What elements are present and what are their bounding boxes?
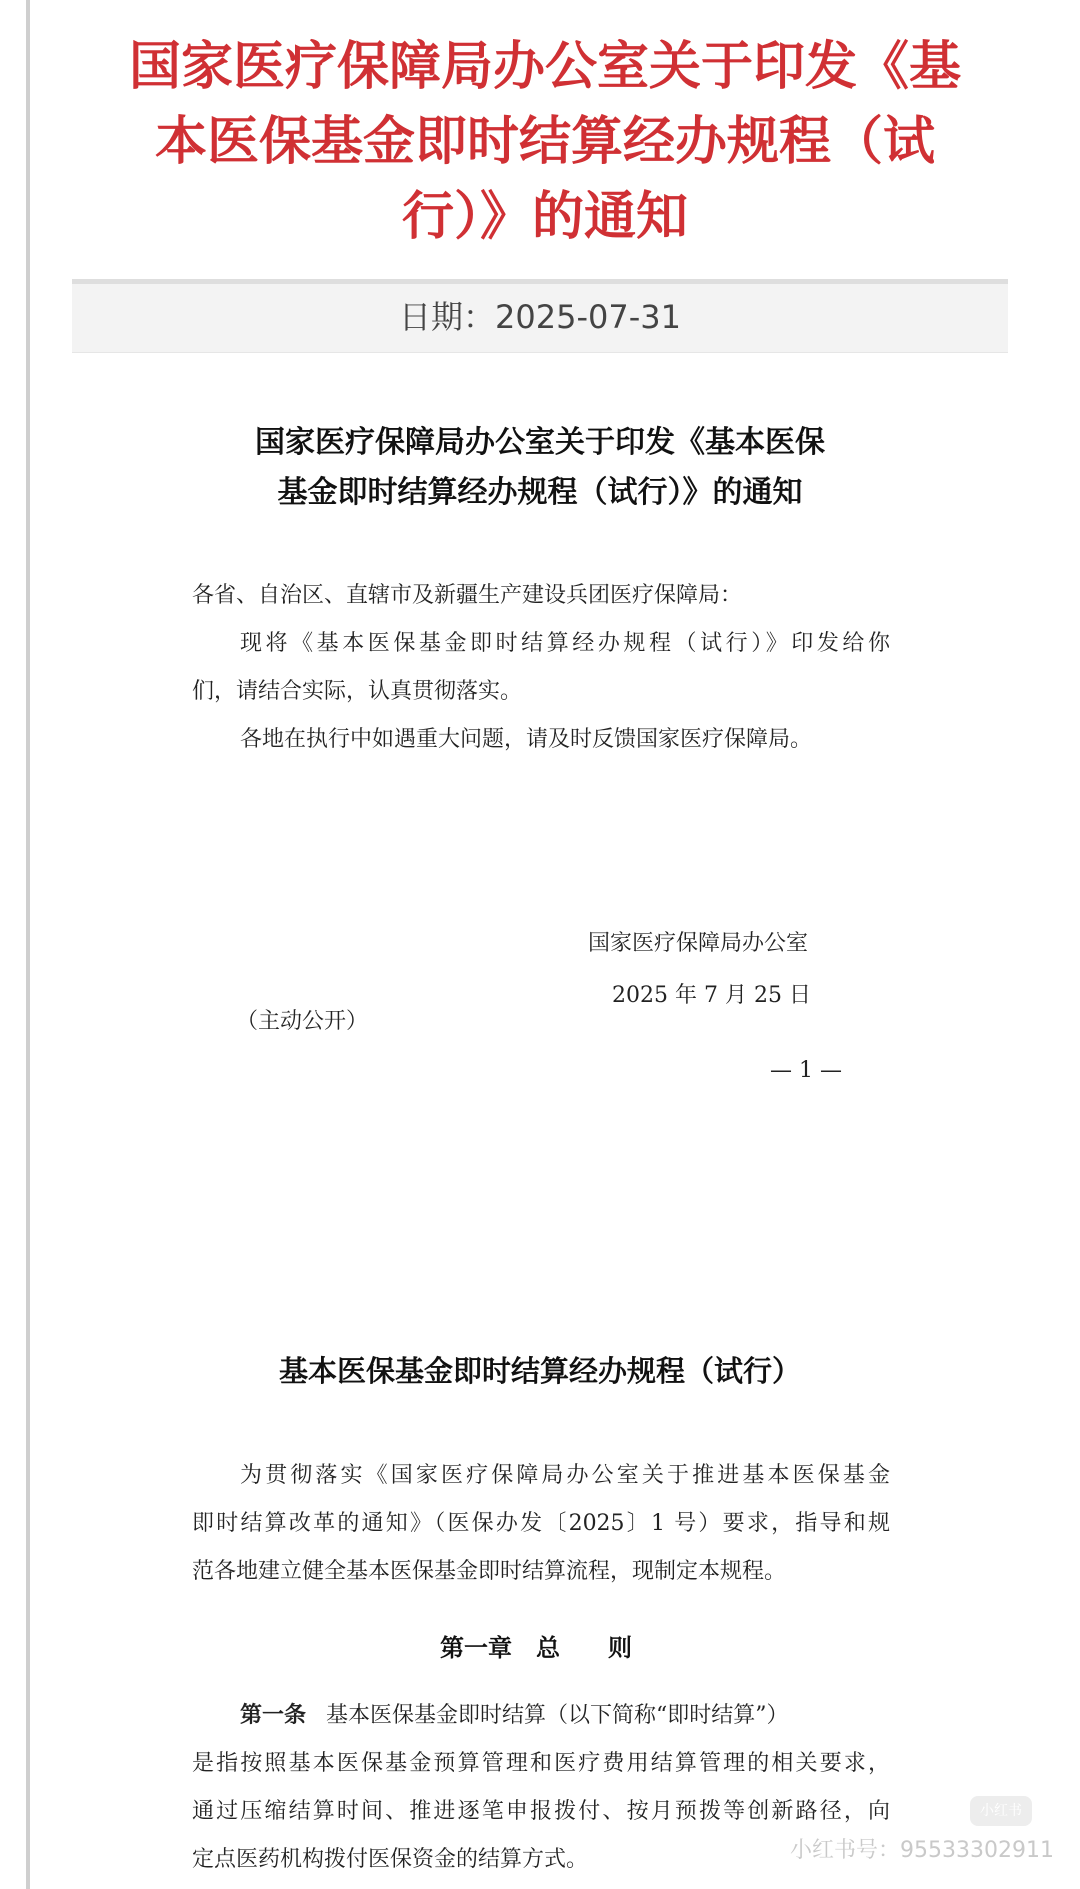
article-1-line-3 — [192, 1794, 890, 1825]
issue-date: 2025 年 7 月 25 日 — [612, 983, 811, 1008]
preamble-line-2-text: 即时结算改革的通知》（医保办发〔2025〕1 号）要求，指导和规 — [192, 1511, 890, 1536]
regulation-title: 基本医保基金即时结算经办规程（试行） — [278, 1354, 801, 1388]
chapter-heading: 第一章 总 则 — [440, 1633, 632, 1662]
article-1-line-3-text: 通过压缩结算时间、推进逐笔申报拨付、按月预拨等创新路径，向 — [192, 1799, 890, 1824]
page-title-line-3: 行）》的通知 — [401, 187, 688, 247]
notice-title — [130, 418, 950, 518]
notice-title-line-2: 基金即时结算经办规程（试行）》的通知 — [277, 475, 803, 510]
watermark-logo: 小红书 — [970, 1796, 1032, 1826]
notice-body-line-1 — [240, 626, 890, 657]
article-1-line-2-text: 是指按照基本医保基金预算管理和医疗费用结算管理的相关要求， — [192, 1751, 890, 1776]
notice-salutation: 各省、自治区、直辖市及新疆生产建设兵团医疗保障局： — [192, 583, 743, 608]
article-1-line-4: 定点医药机构拨付医保资金的结算方式。 — [192, 1847, 589, 1872]
page-title-line-2: 本医保基金即时结算经办规程（试 — [154, 112, 935, 172]
article-1-line-1 — [240, 1698, 940, 1729]
notice-body-line-2: 们，请结合实际，认真贯彻落实。 — [192, 679, 523, 704]
page-title-line-1: 国家医疗保障局办公室关于印发《基 — [128, 37, 961, 97]
page-number: — 1 — — [770, 1058, 842, 1083]
notice-title-line-1: 国家医疗保障局办公室关于印发《基本医保 — [255, 425, 825, 460]
watermark-text: 小红书号：95533302911 — [790, 1838, 1054, 1863]
disclosure-note: （主动公开） — [236, 1009, 369, 1034]
notice-body-line-1-text: 现将《基本医保基金即时结算经办规程（试行）》印发给你 — [240, 631, 890, 656]
preamble-line-1 — [240, 1458, 890, 1489]
notice-body-line-3: 各地在执行中如遇重大问题，请及时反馈国家医疗保障局。 — [240, 727, 813, 752]
article-1-line-2 — [192, 1746, 890, 1777]
preamble-line-3: 范各地建立健全基本医保基金即时结算流程，现制定本规程。 — [192, 1559, 787, 1584]
issuer-name: 国家医疗保障局办公室 — [588, 931, 809, 956]
left-border-rule — [26, 0, 30, 1889]
preamble-line-1-text: 为贯彻落实《国家医疗保障局办公室关于推进基本医保基金 — [240, 1463, 890, 1488]
preamble-line-2 — [192, 1506, 890, 1537]
publish-date-bar: 日期：2025-07-31 — [72, 279, 1008, 353]
page-title — [80, 30, 1010, 255]
article-1-label: 第一条 — [240, 1702, 307, 1728]
article-1-line-1-text: 基本医保基金即时结算（以下简称“即时结算”） — [326, 1703, 789, 1728]
